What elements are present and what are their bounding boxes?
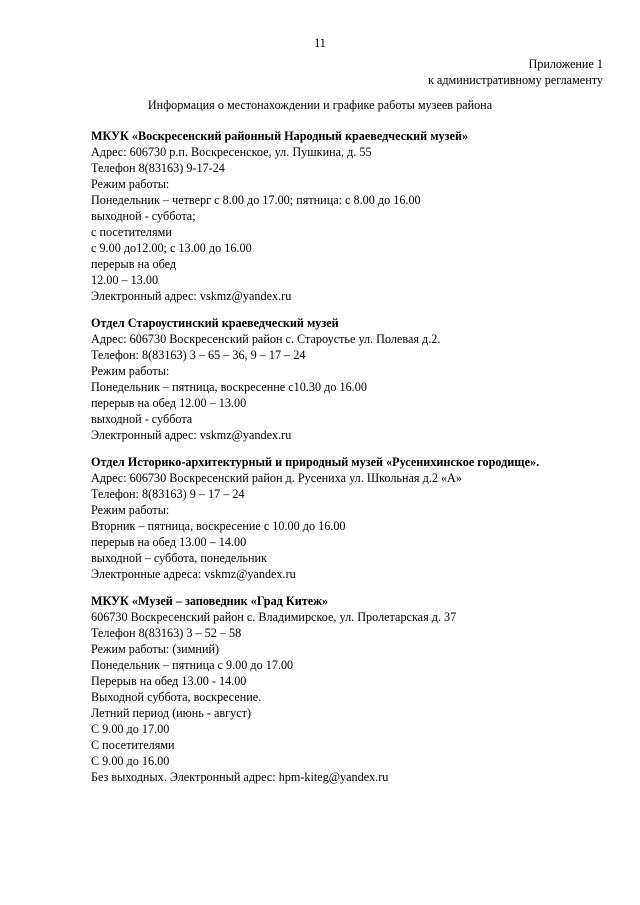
museum-section	[91, 128, 611, 304]
museum-info-line: Выходной суббота, воскресение.	[91, 690, 262, 704]
museum-info-line: 12.00 – 13.00	[91, 273, 159, 287]
museum-info-line: Электронный адрес: vskmz@yandex.ru	[91, 428, 292, 442]
museum-info-line: Телефон 8(83163) 9-17-24	[91, 161, 225, 175]
museum-info-line: С 9.00 до 16.00	[91, 754, 170, 768]
museum-info-line: Понедельник – пятница с 9.00 до 17.00	[91, 658, 294, 672]
museum-info-line: Понедельник – пятница, воскресенне с10.30 до 16.00	[91, 380, 367, 394]
museum-info-line: С посетителями	[91, 738, 175, 752]
museum-info-line: С 9.00 до 17.00	[91, 722, 170, 736]
museum-info-line: выходной - суббота	[91, 412, 193, 426]
museum-info-line: Понедельник – четверг с 8.00 до 17.00; пятница: с 8.00 до 16.00	[91, 193, 421, 207]
museum-info-line: Телефон 8(83163) 3 – 52 – 58	[91, 626, 242, 640]
museum-info-line: Перерыв на обед 13.00 - 14.00	[91, 674, 247, 688]
museum-info-line: перерыв на обед 13.00 – 14.00	[91, 535, 247, 549]
page-number: 11	[314, 36, 326, 50]
museum-info-line: Режим работы:	[91, 364, 170, 378]
museum-section	[91, 315, 611, 443]
museum-info-line: Телефон: 8(83163) 3 – 65 – 36, 9 – 17 – 24	[91, 348, 306, 362]
museum-info-line: Летний период (июнь - август)	[91, 706, 252, 720]
museum-info-line: перерыв на обед	[91, 257, 177, 271]
museum-info-line: перерыв на обед 12.00 – 13.00	[91, 396, 247, 410]
museum-info-line: Вторник – пятница, воскресение с 10.00 до 16.00	[91, 519, 346, 533]
museum-info-line: с посетителями	[91, 225, 172, 239]
museum-title: МКУК «Музей – заповедник «Град Китеж»	[91, 594, 329, 608]
appendix-line-2: к административному регламенту	[427, 73, 603, 87]
museum-info-line: выходной - суббота;	[91, 209, 196, 223]
museum-info-line: Адрес: 606730 Воскресенский район д. Русениха ул. Школьная д.2 «А»	[91, 471, 462, 485]
museum-title: МКУК «Воскресенский районный Народный краеведческий музей»	[91, 129, 469, 143]
appendix-line-1: Приложение 1	[528, 57, 603, 71]
museum-info-line: Режим работы:	[91, 177, 170, 191]
museum-info-line: Адрес: 606730 Воскресенский район с. Староустье ул. Полевая д.2.	[91, 332, 441, 346]
museum-info-line: выходной – суббота, понедельник	[91, 551, 267, 565]
museum-info-line: с 9.00 до12.00; с 13.00 до 16.00	[91, 241, 252, 255]
museum-info-line: Режим работы: (зимний)	[91, 642, 220, 656]
museum-title: Отдел Староустинский краеведческий музей	[91, 316, 339, 330]
museum-info-line: Без выходных. Электронный адрес: hpm-kiteg@yandex.ru	[91, 770, 389, 784]
document-title: Информация о местонахождении и графике работы музеев района	[147, 98, 493, 112]
museum-info-line: Адрес: 606730 р.п. Воскресенское, ул. Пушкина, д. 55	[91, 145, 372, 159]
museum-title: Отдел Историко-архитектурный и природный музей «Русенихинское городище».	[91, 455, 540, 469]
appendix-note	[428, 56, 603, 88]
museum-info-line: 606730 Воскресенский район с. Владимирское, ул. Пролетарская д. 37	[91, 610, 457, 624]
museum-section	[91, 593, 611, 785]
museum-info-line: Телефон: 8(83163) 9 – 17 – 24	[91, 487, 245, 501]
museum-sections	[91, 128, 611, 796]
museum-section	[91, 454, 611, 582]
museum-info-line: Электронные адреса: vskmz@yandex.ru	[91, 567, 296, 581]
museum-info-line: Электронный адрес: vskmz@yandex.ru	[91, 289, 292, 303]
museum-info-line: Режим работы:	[91, 503, 170, 517]
